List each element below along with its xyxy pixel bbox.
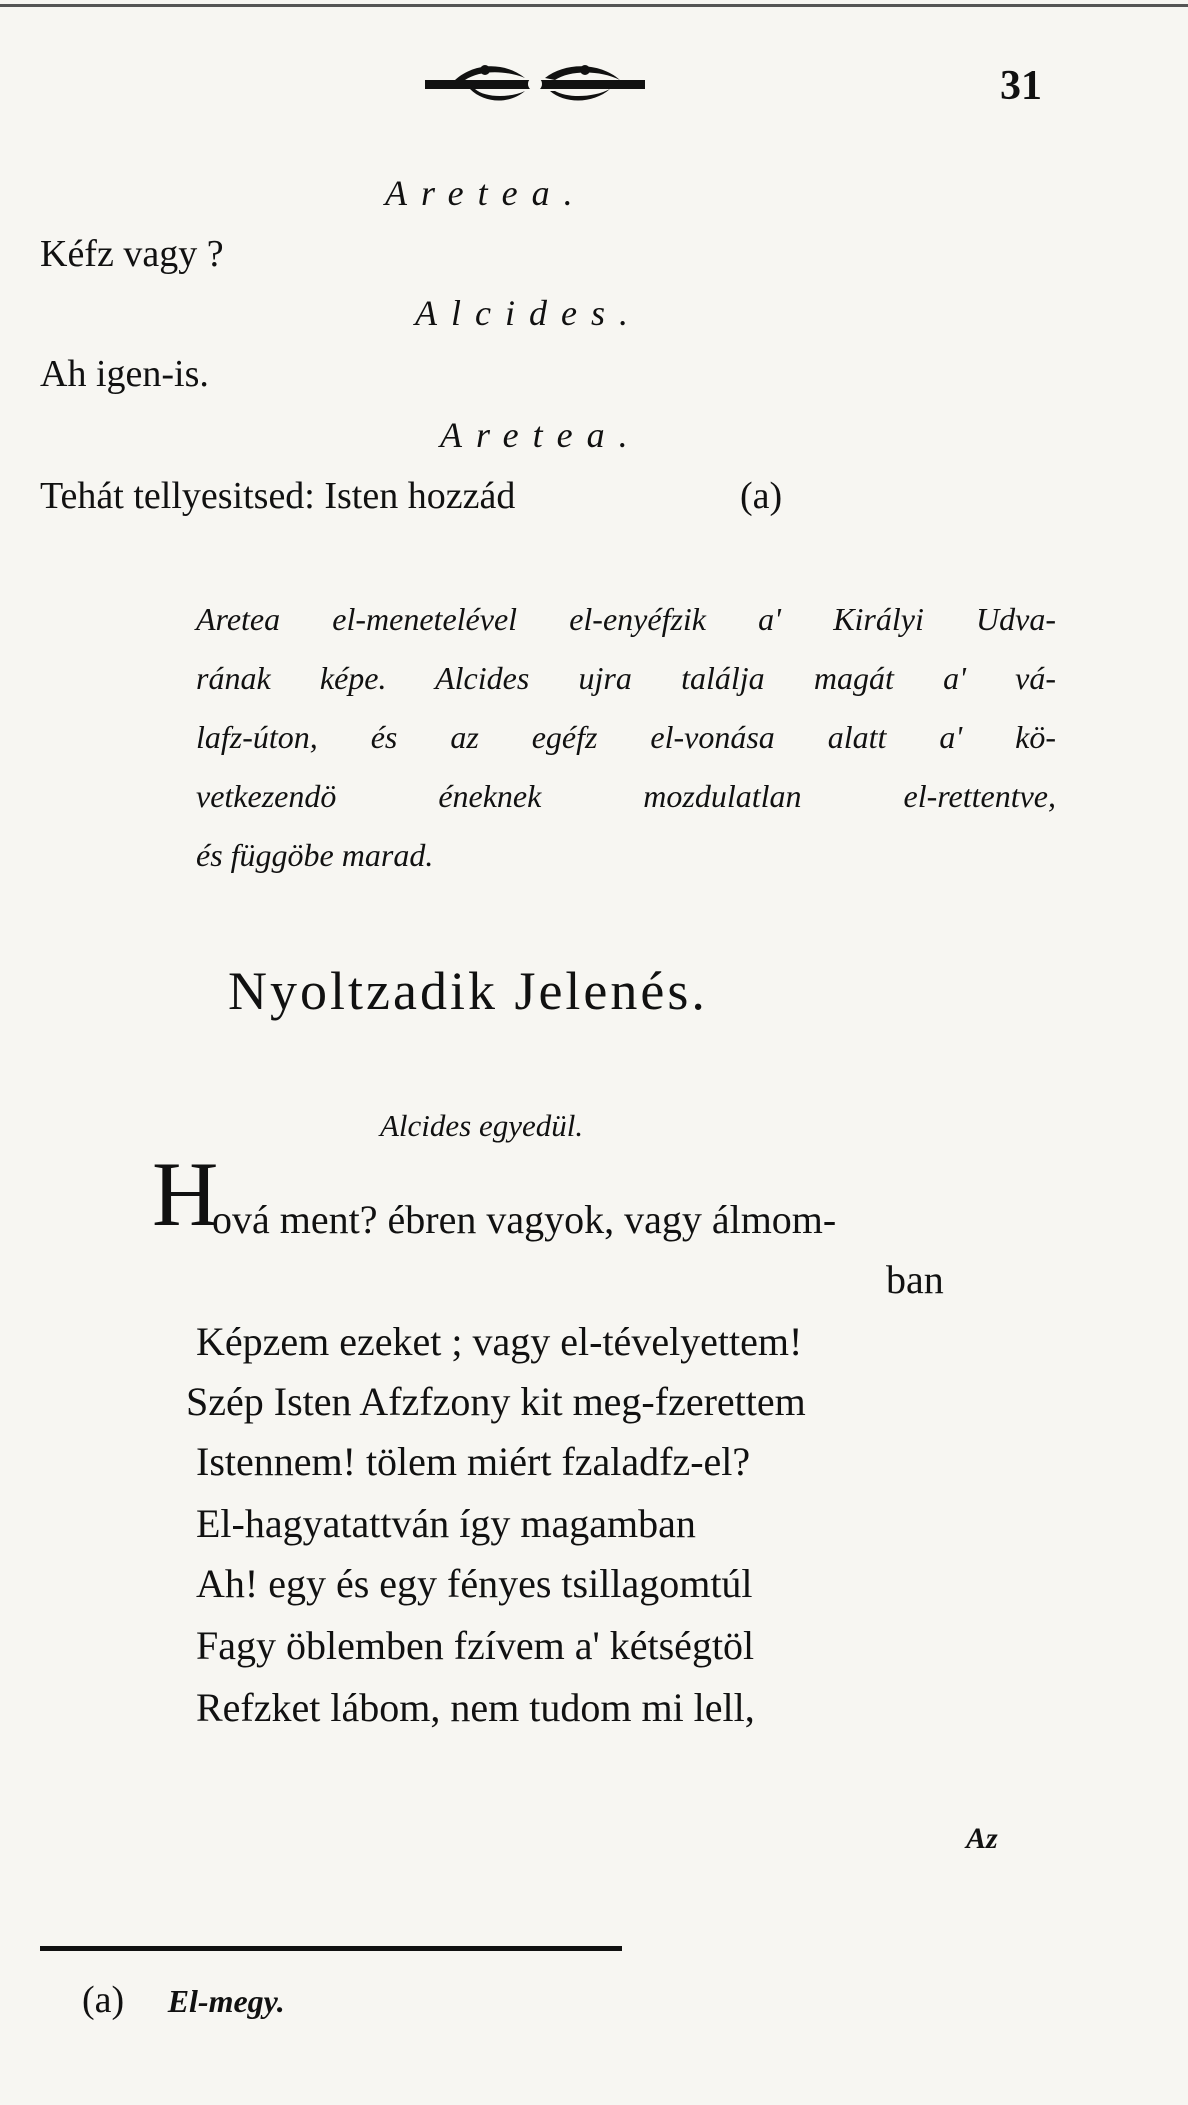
stage-direction — [196, 590, 1056, 885]
footnote-marker: (a) — [740, 475, 783, 517]
stage-direction-line: Aretea el-menetelével el-enyéfzik a' Királyi Udva- — [196, 601, 1056, 637]
speaker-alcides: Alcides. — [415, 293, 642, 333]
verse-line: Refzket lábom, nem tudom mi lell, — [196, 1685, 755, 1730]
scene-subtitle: Alcides egyedül. — [380, 1108, 584, 1143]
verse-line: Képzem ezeket ; vagy el-tévelyettem! — [196, 1319, 803, 1364]
verse-line-continuation: ban — [886, 1257, 944, 1302]
verse-line: Ah! egy és egy fényes tsillagomtúl — [196, 1561, 753, 1606]
top-rule — [0, 4, 1188, 7]
stage-direction-line: rának képe. Alcides ujra találja magát a' vá- — [196, 660, 1056, 696]
stage-direction-line: lafz-úton, és az egéfz el-vonása alatt a' kö- — [196, 719, 1056, 755]
dialogue-line: Kéfz vagy ? — [40, 233, 224, 275]
stage-direction-line: vetkezendö éneknek mozdulatlan el-rettentve, — [196, 778, 1056, 814]
speaker-aretea: Aretea. — [385, 173, 587, 213]
page-number: 31 — [1000, 63, 1042, 109]
verse-line: Istennem! tölem miért fzaladfz-el? — [196, 1439, 751, 1484]
verse-line: Szép Isten Afzfzony kit meg-fzerettem — [186, 1379, 806, 1424]
verse-line: El-hagyatattván így magamban — [196, 1501, 696, 1546]
stage-direction-line: és függöbe marad. — [196, 837, 434, 873]
ornament-icon — [425, 60, 645, 108]
scene-title: Nyoltzadik Jelenés. — [228, 961, 708, 1021]
footnote-text: El-megy. — [167, 1983, 285, 2019]
footnote-rule — [40, 1946, 622, 1951]
footnote — [82, 1978, 285, 2022]
verse-line: ová ment? ébren vagyok, vagy álmom- — [212, 1197, 837, 1242]
speaker-aretea: Aretea. — [440, 415, 642, 455]
drop-cap: H — [152, 1143, 219, 1245]
verse-line: Fagy öblemben fzívem a' kétségtöl — [196, 1623, 755, 1668]
footnote-marker: (a) — [82, 1979, 125, 2021]
catchword: Az — [966, 1822, 998, 1855]
dialogue-line: Ah igen-is. — [40, 353, 209, 395]
dialogue-line: Tehát tellyesitsed: Isten hozzád — [40, 475, 516, 517]
